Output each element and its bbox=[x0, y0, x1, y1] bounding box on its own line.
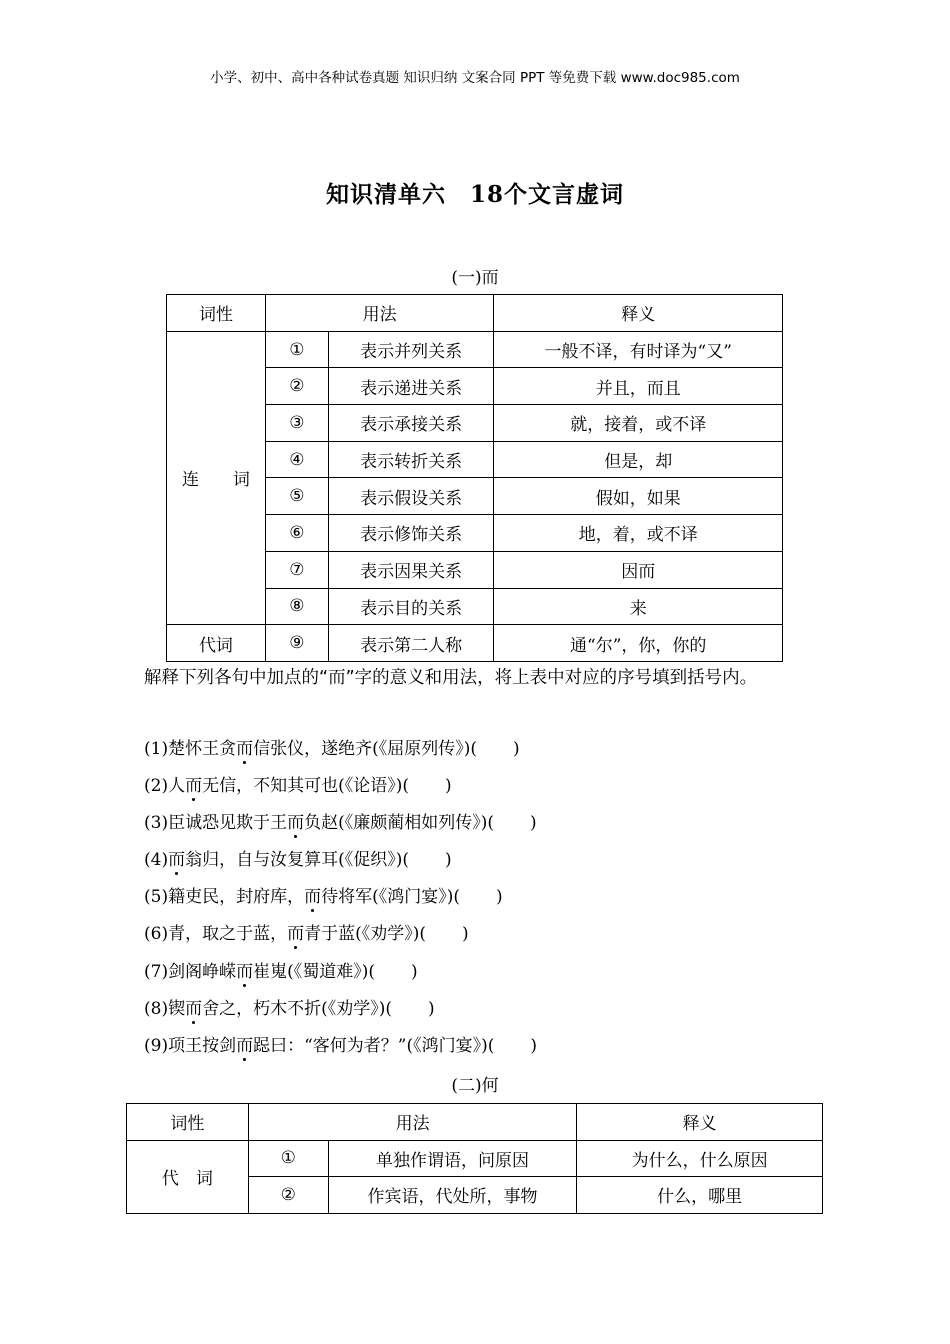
question-item: (7)剑阁峥嵘而崔嵬(《蜀道难》)( ) bbox=[144, 957, 418, 982]
col-header-usage: 用法 bbox=[265, 295, 494, 332]
instruction-text: 解释下列各句中加点的“而”字的意义和用法，将上表中对应的序号填到括号内。 bbox=[144, 668, 758, 688]
row-meaning: 假如，如果 bbox=[494, 478, 783, 515]
table-row bbox=[167, 331, 783, 368]
dotted-char: 而 bbox=[304, 882, 321, 907]
question-item: (8)锲而舍之，朽木不折(《劝学》)( ) bbox=[144, 994, 435, 1019]
row-meaning: 但是，却 bbox=[494, 441, 783, 478]
category-conjunction: 连 词 bbox=[167, 331, 266, 625]
row-number: ① bbox=[248, 1140, 328, 1177]
dotted-char: 而 bbox=[185, 994, 202, 1019]
row-usage: 单独作谓语，问原因 bbox=[328, 1140, 577, 1177]
he-usage-table bbox=[126, 1103, 823, 1214]
dotted-char: 而 bbox=[287, 808, 304, 833]
row-meaning: 地，着，或不译 bbox=[494, 515, 783, 552]
row-number: ② bbox=[248, 1177, 328, 1214]
dotted-char: 而 bbox=[168, 845, 185, 870]
question-item: (4)而翁归，自与汝复算耳(《促织》)( ) bbox=[144, 845, 452, 870]
row-number: ④ bbox=[265, 441, 328, 478]
col-header-pos: 词性 bbox=[127, 1104, 249, 1141]
er-usage-table bbox=[166, 294, 783, 662]
dotted-char: 而 bbox=[236, 1031, 253, 1056]
row-meaning: 就，接着，或不译 bbox=[494, 405, 783, 442]
row-usage: 表示目的关系 bbox=[328, 588, 494, 625]
section-heading-er: (一)而 bbox=[451, 268, 499, 288]
row-number: ⑥ bbox=[265, 515, 328, 552]
row-meaning: 一般不译，有时译为“又” bbox=[494, 331, 783, 368]
question-item: (3)臣诚恐见欺于王而负赵(《廉颇蔺相如列传》)( ) bbox=[144, 808, 537, 833]
category-pronoun: 代 词 bbox=[127, 1140, 249, 1213]
section-heading-he: (二)何 bbox=[451, 1076, 499, 1096]
row-number: ⑤ bbox=[265, 478, 328, 515]
row-number: ⑧ bbox=[265, 588, 328, 625]
question-item: (9)项王按剑而跽曰：“客何为者？”(《鸿门宴》)( ) bbox=[144, 1031, 537, 1056]
question-item: (2)人而无信，不知其可也(《论语》)( ) bbox=[144, 771, 452, 796]
page-title: 知识清单六 18个文言虚词 bbox=[325, 181, 624, 208]
row-meaning: 通“尔”，你，你的 bbox=[494, 625, 783, 662]
table-row bbox=[127, 1140, 823, 1177]
row-meaning: 什么，哪里 bbox=[577, 1177, 823, 1214]
table-row bbox=[167, 625, 783, 662]
row-usage: 表示第二人称 bbox=[328, 625, 494, 662]
page-header: 小学、初中、高中各种试卷真题 知识归纳 文案合同 PPT 等免费下载 www.doc985.com bbox=[210, 70, 740, 86]
category-pronoun: 代词 bbox=[167, 625, 266, 662]
question-item: (1)楚怀王贪而信张仪，遂绝齐(《屈原列传》)( ) bbox=[144, 734, 520, 759]
row-usage: 表示修饰关系 bbox=[328, 515, 494, 552]
dotted-char: 而 bbox=[236, 957, 253, 982]
row-usage: 作宾语，代处所，事物 bbox=[328, 1177, 577, 1214]
table-header-row bbox=[167, 295, 783, 332]
row-meaning: 因而 bbox=[494, 551, 783, 588]
question-item: (5)籍吏民，封府库，而待将军(《鸿门宴》)( ) bbox=[144, 882, 503, 907]
row-usage: 表示并列关系 bbox=[328, 331, 494, 368]
col-header-meaning: 释义 bbox=[577, 1104, 823, 1141]
col-header-meaning: 释义 bbox=[494, 295, 783, 332]
table-header-row bbox=[127, 1104, 823, 1141]
row-number: ② bbox=[265, 368, 328, 405]
row-meaning: 来 bbox=[494, 588, 783, 625]
row-usage: 表示转折关系 bbox=[328, 441, 494, 478]
row-usage: 表示承接关系 bbox=[328, 405, 494, 442]
row-usage: 表示假设关系 bbox=[328, 478, 494, 515]
row-meaning: 为什么，什么原因 bbox=[577, 1140, 823, 1177]
question-item: (6)青，取之于蓝，而青于蓝(《劝学》)( ) bbox=[144, 919, 469, 944]
row-number: ① bbox=[265, 331, 328, 368]
col-header-usage: 用法 bbox=[248, 1104, 577, 1141]
row-meaning: 并且，而且 bbox=[494, 368, 783, 405]
row-number: ⑦ bbox=[265, 551, 328, 588]
row-number: ③ bbox=[265, 405, 328, 442]
row-number: ⑨ bbox=[265, 625, 328, 662]
col-header-pos: 词性 bbox=[167, 295, 266, 332]
row-usage: 表示递进关系 bbox=[328, 368, 494, 405]
dotted-char: 而 bbox=[185, 771, 202, 796]
dotted-char: 而 bbox=[287, 919, 304, 944]
row-usage: 表示因果关系 bbox=[328, 551, 494, 588]
dotted-char: 而 bbox=[236, 734, 253, 759]
